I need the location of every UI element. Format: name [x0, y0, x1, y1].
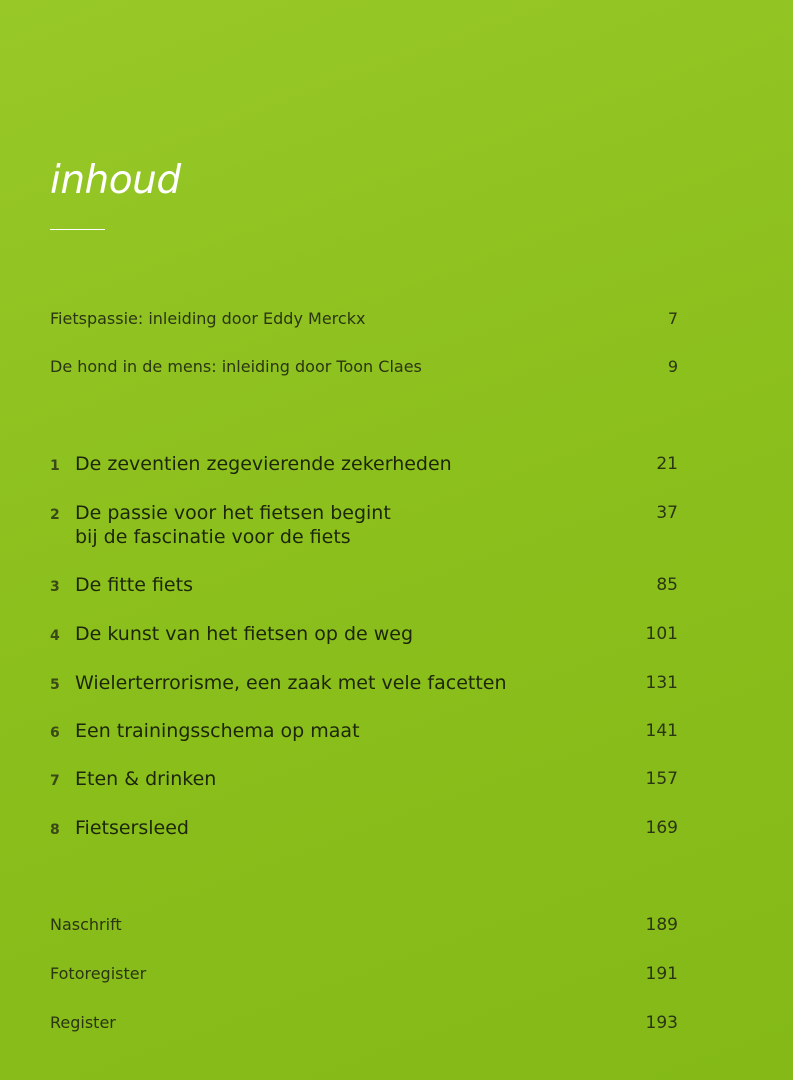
chapter-number: 5 — [50, 677, 60, 693]
chapter-number: 4 — [50, 628, 60, 644]
toc-entry-label: Naschrift — [50, 915, 122, 934]
toc-entry-page: 189 — [645, 915, 678, 935]
chapter-number: 1 — [50, 458, 60, 474]
title-divider — [50, 229, 105, 230]
toc-entry-fotoregister[interactable] — [50, 963, 678, 985]
chapter-number: 3 — [50, 579, 60, 595]
chapter-number: 6 — [50, 725, 60, 741]
toc-entry-label: Register — [50, 1013, 116, 1032]
chapter-page: 37 — [656, 503, 678, 523]
toc-entry-page: 7 — [667, 309, 678, 328]
toc-entry-register[interactable] — [50, 1012, 678, 1034]
chapter-title-line: Eten & drinken — [75, 768, 217, 790]
chapter-page: 141 — [645, 721, 678, 741]
chapter-page: 157 — [645, 769, 678, 789]
chapter-page: 169 — [645, 818, 678, 838]
toc-chapter-8[interactable] — [50, 816, 678, 842]
toc-chapter-1[interactable] — [50, 452, 678, 478]
page-title: inhoud — [50, 158, 181, 203]
chapter-page: 101 — [645, 624, 678, 644]
chapter-title-line: De zeventien zegevierende zekerheden — [75, 453, 452, 475]
chapter-title-line: Fietsersleed — [75, 817, 189, 839]
chapter-title-line: De fitte fiets — [75, 574, 193, 596]
chapter-number: 7 — [50, 773, 60, 789]
toc-chapter-5[interactable] — [50, 671, 678, 697]
chapter-title-line: Wielerterrorisme, een zaak met vele facetten — [75, 672, 507, 694]
toc-entry-label: Fietspassie: inleiding door Eddy Merckx — [50, 309, 366, 328]
toc-entry-intro-1[interactable] — [50, 308, 678, 330]
toc-entry-page: 9 — [667, 357, 678, 376]
toc-entry-intro-2[interactable] — [50, 356, 678, 378]
chapter-title-line: bij de fascinatie voor de fiets — [75, 526, 351, 548]
toc-chapter-6[interactable] — [50, 719, 678, 745]
chapter-title-line: De passie voor het fietsen begint — [75, 502, 391, 524]
chapter-title — [75, 671, 618, 695]
chapter-title — [75, 573, 618, 597]
toc-chapter-4[interactable] — [50, 622, 678, 648]
toc-entry-page: 191 — [645, 964, 678, 984]
chapter-number: 8 — [50, 822, 60, 838]
chapter-title — [75, 452, 618, 476]
chapter-title — [75, 767, 618, 791]
chapter-page: 21 — [656, 454, 678, 474]
chapter-title — [75, 816, 618, 840]
chapter-title-line: De kunst van het fietsen op de weg — [75, 623, 414, 645]
chapter-page: 131 — [645, 673, 678, 693]
toc-chapter-3[interactable] — [50, 573, 678, 599]
chapter-title — [75, 622, 618, 646]
toc-entry-page: 193 — [645, 1013, 678, 1033]
chapter-title — [75, 719, 618, 743]
toc-chapter-2[interactable] — [50, 501, 678, 549]
chapter-title-line: Een trainingsschema op maat — [75, 720, 360, 742]
toc-entry-naschrift[interactable] — [50, 914, 678, 936]
toc-entry-label: De hond in de mens: inleiding door Toon Claes — [50, 357, 422, 376]
chapter-number: 2 — [50, 507, 60, 523]
chapter-title — [75, 501, 618, 549]
toc-entry-label: Fotoregister — [50, 964, 147, 983]
toc-chapter-7[interactable] — [50, 767, 678, 793]
chapter-page: 85 — [656, 575, 678, 595]
